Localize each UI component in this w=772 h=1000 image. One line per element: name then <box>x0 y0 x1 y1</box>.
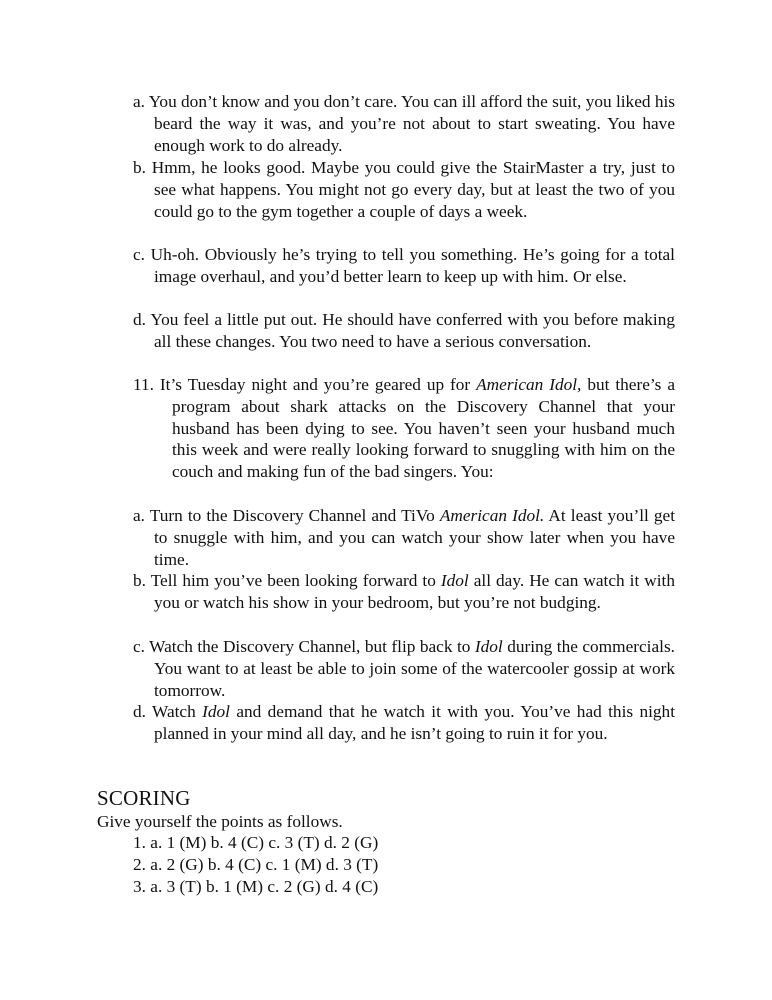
option-letter: d. <box>133 310 146 329</box>
q10-option-b <box>133 157 675 222</box>
question-text: but there’s a program about shark attacks on the Discovery Channel that your husband has been dying to see. You haven’t seen your husband much this week and were really looking forward to snuggling with him on the couch and making fun of the bad singers. You: <box>172 375 675 482</box>
show-title: American Idol, <box>476 375 582 394</box>
option-text: At least you’ll get to snuggle with him, and you can watch your show later when you have time. <box>154 506 675 569</box>
scoring-row: 3. a. 3 (T) b. 1 (M) c. 2 (G) d. 4 (C) <box>133 877 379 896</box>
q11-option-b <box>133 570 675 614</box>
scoring-heading: SCORING <box>97 786 191 810</box>
scoring-row: 2. a. 2 (G) b. 4 (C) c. 1 (M) d. 3 (T) <box>133 855 379 874</box>
question-11 <box>133 374 675 483</box>
q11-option-c <box>133 636 675 701</box>
show-title: Idol <box>474 637 503 656</box>
option-letter: c. <box>133 245 145 264</box>
option-text: all day. He can watch it with you or watch his show in your bedroom, but you’re not budging. <box>154 571 675 612</box>
option-text: Hmm, he looks good. Maybe you could give the StairMaster a try, just to see what happens. You might not go every day, but at least the two of you could go to the gym together a couple of days a week. <box>151 158 675 221</box>
show-title: American Idol. <box>439 506 545 525</box>
question-number: 11. <box>133 375 154 394</box>
q11-option-d <box>133 701 675 745</box>
option-text: Tell him you’ve been looking forward to <box>150 571 441 590</box>
show-title: Idol <box>440 571 469 590</box>
option-text: Turn to the Discovery Channel and TiVo <box>149 506 440 525</box>
option-text: during the commercials. You want to at least be able to join some of the watercooler gossip at work tomorrow. <box>154 637 675 700</box>
option-letter: a. <box>133 92 145 111</box>
option-text: You don’t know and you don’t care. You can ill afford the suit, you liked his beard the way it was, and you’re not about to start sweating. You have enough work to do already. <box>148 92 675 155</box>
option-text: You feel a little put out. He should have conferred with you before making all these changes. You two need to have a serious conversation. <box>150 310 676 351</box>
scoring-intro: Give yourself the points as follows. <box>97 812 343 831</box>
option-letter: b. <box>133 571 146 590</box>
q11-option-a <box>133 505 675 570</box>
show-title: Idol <box>202 702 230 721</box>
option-text: and demand that he watch it with you. You’ve had this night planned in your mind all day, and he isn’t going to ruin it for you. <box>154 702 675 743</box>
q10-option-a <box>133 91 675 156</box>
option-text: Uh-oh. Obviously he’s trying to tell you something. He’s going for a total image overhaul, and you’d better learn to keep up with him. Or else. <box>150 245 675 286</box>
q10-option-d <box>133 309 675 353</box>
option-letter: a. <box>133 506 145 525</box>
scoring-row: 1. a. 1 (M) b. 4 (C) c. 3 (T) d. 2 (G) <box>133 833 379 852</box>
option-text: Watch the Discovery Channel, but flip back to <box>149 637 475 656</box>
question-text: It’s Tuesday night and you’re geared up for <box>159 375 477 394</box>
option-letter: c. <box>133 637 145 656</box>
option-letter: d. <box>133 702 146 721</box>
q10-option-c <box>133 244 675 288</box>
option-letter: b. <box>133 158 146 177</box>
option-text: Watch <box>152 702 203 721</box>
